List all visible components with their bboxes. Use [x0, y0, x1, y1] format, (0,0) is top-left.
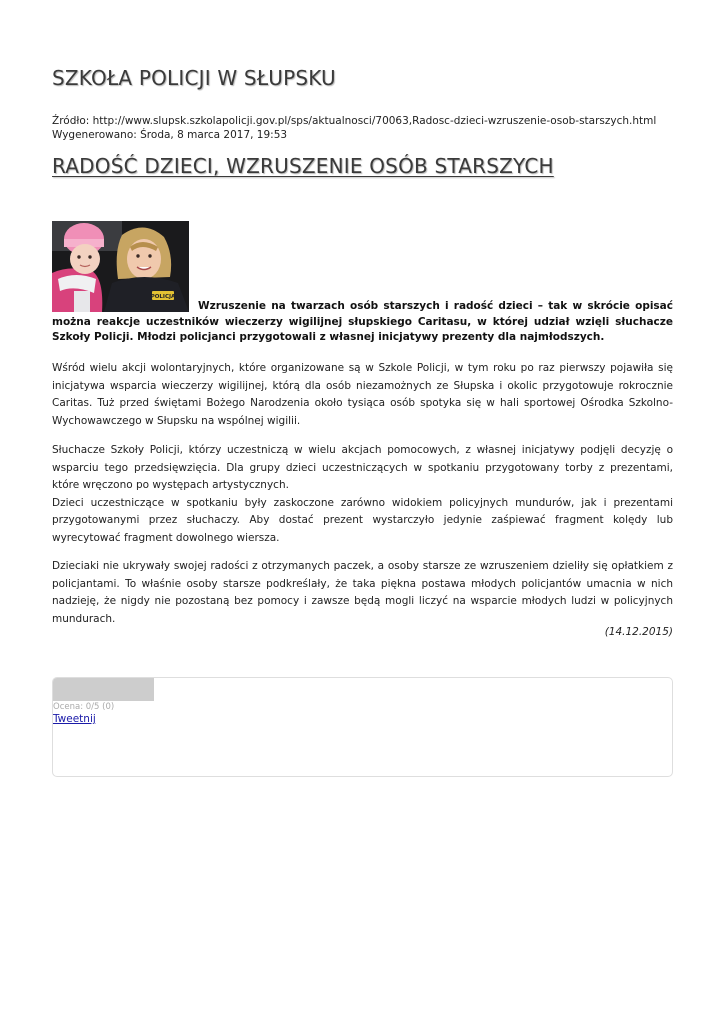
article-paragraph-group [52, 442, 673, 547]
police-badge: POLICJA [150, 294, 176, 300]
site-title: SZKOŁA POLICJI W SŁUPSKU [52, 66, 336, 90]
rating-stars[interactable] [53, 678, 154, 701]
article-paragraph: Dzieciaki nie ukrywały swojej radości z otrzymanych paczek, a osoby starsze ze wzruszeniem dzieliły się opłatkiem z policjantami. To właśnie osoby starsze podkreślały, że taka piękna postawa młodych policjantów umacnia w nich nadzieję, że nigdy nie pozostaną bez pomocy i zawsze będą mogli liczyć na wsparcie młodych ludzi w policyjnych mundurach. [52, 560, 673, 625]
article-date: (14.12.2015) [604, 626, 673, 638]
source-meta [52, 114, 692, 142]
source-url: Źródło: http://www.slupsk.szkolapolicji.gov.pl/sps/aktualnosci/70063,Radosc-dzieci-wzruszenie-osob-starszych.html [52, 115, 657, 127]
article-lead-text: Wzruszenie na twarzach osób starszych i radość dzieci – tak w skrócie opisać można reakcje uczestników wieczerzy wigilijnej słupskiego Caritasu, w której udział wzięli słuchacze Szkoły Policji. Młodzi policjanci przygotowali z własnej inicjatywy prezenty dla najmłodszych. [52, 300, 673, 343]
tweet-link[interactable]: Tweetnij [53, 713, 96, 725]
rating-share-box [52, 677, 673, 777]
article-paragraph: Słuchacze Szkoły Policji, którzy uczestniczą w wielu akcjach pomocowych, z własnej inicjatywy podjęli decyzję o wsparciu tego przedsięwzięcia. Dla grupy dzieci uczestniczących w spotkaniu przygotowany torby z prezentami, które wręczono po występach artystycznych. [52, 444, 673, 491]
article-title: RADOŚĆ DZIECI, WZRUSZENIE OSÓB STARSZYCH [52, 154, 554, 178]
article-paragraph: Dzieci uczestniczące w spotkaniu były zaskoczone zarówno widokiem policyjnych mundurów, jak i prezentami przygotowanymi przez słuchaczy. Aby dostać prezent wystarczyło jedynie zaśpiewać fragment kolędy lub wyrecytować fragment dowolnego wiersza. [52, 496, 673, 544]
article-lead [52, 299, 673, 346]
article-paragraph: Wśród wielu akcji wolontaryjnych, które organizowane są w Szkole Policji, w tym roku po raz pierwszy pojawiła się inicjatywa wsparcia wieczerzy wigilijnej, którą dla osób niezamożnych ze Słupska i okolic przygotowuje rokrocznie Caritas. Tuż przed świętami Bożego Narodzenia około tysiąca osób spotyka się w hali sportowej Ośrodka Szkolno-Wychowawczego w Słupsku na wspólnej wigilii. [52, 362, 673, 427]
generated-date: Wygenerowano: Środa, 8 marca 2017, 19:53 [52, 129, 288, 141]
rating-text: Ocena: 0/5 (0) [53, 702, 115, 712]
